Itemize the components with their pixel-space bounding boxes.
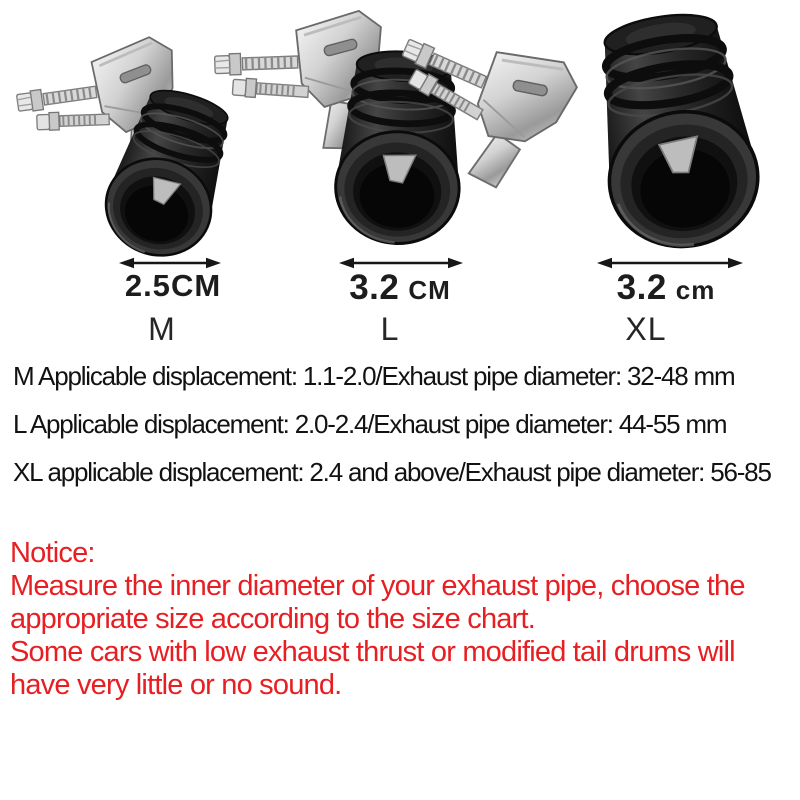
notice-block [10,537,745,702]
measurement-label-l [328,268,472,308]
spec-line-xl: XL applicable displacement: 2.4 and above/Exhaust pipe diameter: 56-85 [13,457,771,487]
measurement-label-m [116,268,230,304]
measurement-value: 2.5 [124,268,171,303]
measurement-unit: CM [170,268,222,303]
notice-line-2: appropriate size according to the size chart. [10,603,535,635]
product-photo-size-m [6,14,256,269]
measurement-unit: cm [675,275,716,305]
spec-line-m: M Applicable displacement: 1.1-2.0/Exhaust pipe diameter: 32-48 mm [13,361,735,391]
notice-line-1: Measure the inner diameter of your exhaust pipe, choose the [10,570,745,602]
whistle-body-icon [585,6,768,258]
notice-line-3: Some cars with low exhaust thrust or modified tail drums will [10,636,735,668]
size-label-xl: XL [625,311,667,347]
spec-line-l: L Applicable displacement: 2.0-2.4/Exhaust pipe diameter: 44-55 mm [13,409,727,439]
notice-title: Notice: [10,537,95,569]
measurement-value: 3.2 [349,268,400,307]
size-label-l: L [380,311,400,347]
spec-list [13,352,771,496]
product-photo-size-xl [412,0,797,262]
measurement-unit: CM [408,275,451,305]
notice-line-4: have very little or no sound. [10,669,342,701]
size-label-m: M [148,311,176,347]
measurement-value: 3.2 [616,268,667,307]
measurement-label-xl [590,268,742,308]
